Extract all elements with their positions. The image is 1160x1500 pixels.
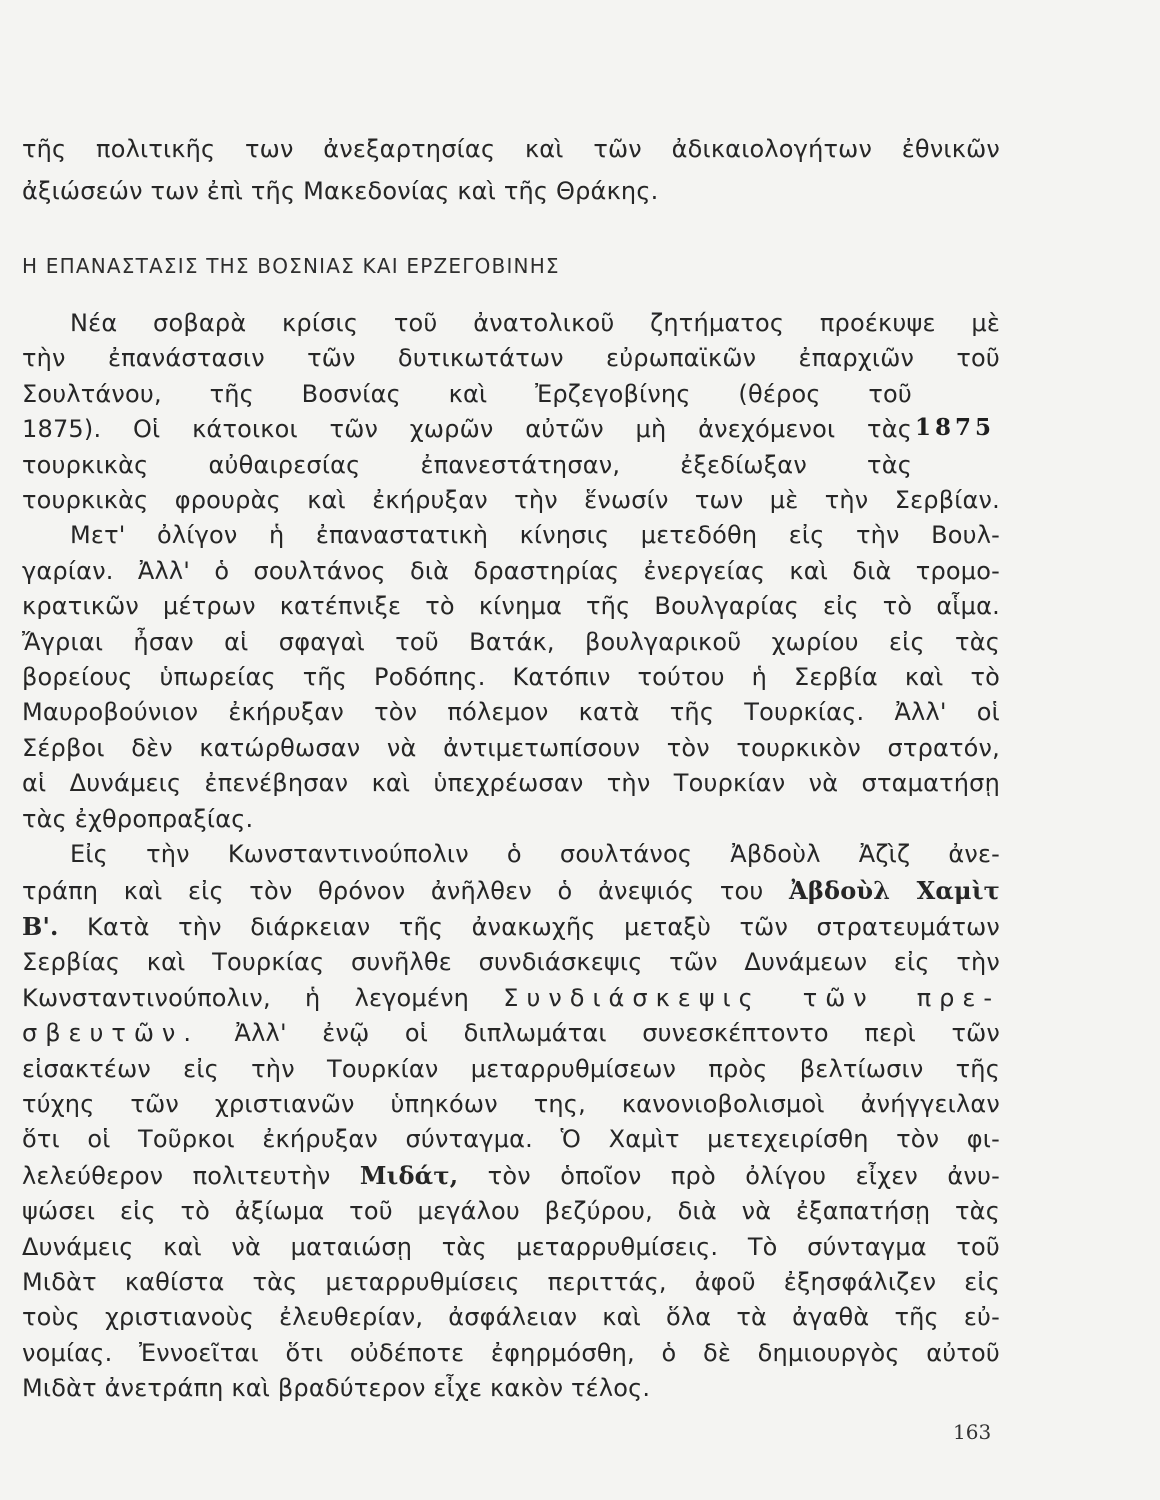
- text-line: [22, 1016, 1000, 1051]
- intro-paragraph: [22, 128, 1000, 212]
- section-body: [22, 306, 1000, 1407]
- text-line: Μετ' ὀλίγον ἡ ἐπαναστατικὴ κίνησις μετεδόθη εἰς τὴν Βουλ-: [70, 521, 1000, 550]
- text-line: τουρκικὰς αὐθαιρεσίας ἐπανεστάτησαν, ἐξεδίωξαν τὰς: [22, 450, 912, 479]
- text-line: ἀξιώσεών των ἐπὶ τῆς Μακεδονίας καὶ τῆς Θράκης.: [22, 177, 659, 205]
- margin-year-note: 1875: [915, 414, 996, 441]
- text-line: Μιδὰτ ἀνετράπη καὶ βραδύτερον εἶχε κακὸν τέλος.: [22, 1374, 651, 1403]
- page-number: 163: [953, 1420, 992, 1444]
- text-line: αἱ Δυνάμεις ἐπενέβησαν καὶ ὑπεχρέωσαν τὴν Τουρκίαν νὰ σταματήσῃ: [22, 769, 1000, 798]
- text-line: Δυνάμεις καὶ νὰ ματαιώσῃ τὰς μεταρρυθμίσεις. Τὸ σύνταγμα τοῦ: [22, 1232, 1000, 1261]
- text-run: τράπη καὶ εἰς τὸν θρόνον ἀνῆλθεν ὁ ἀνεψιός του: [22, 876, 790, 905]
- text-line: ὅτι οἱ Τοῦρκοι ἐκήρυξαν σύνταγμα. Ὁ Χαμὶτ μετεχειρίσθη τὸν φι-: [22, 1125, 1000, 1154]
- spaced-term: σβευτῶν.: [22, 1019, 199, 1048]
- text-line: νομίας. Ἐννοεῖται ὅτι οὐδέποτε ἐφηρμόσθη, ὁ δὲ δημιουργὸς αὐτοῦ: [22, 1338, 1000, 1367]
- text-line: κρατικῶν μέτρων κατέπνιξε τὸ κίνημα τῆς Βουλγαρίας εἰς τὸ αἷμα.: [22, 592, 1000, 621]
- section-heading: Η ΕΠΑΝΑΣΤΑΣΙΣ ΤΗΣ ΒΟΣΝΙΑΣ ΚΑΙ ΕΡΖΕΓΟΒΙΝΗΣ: [22, 254, 560, 278]
- text-line: Ἄγριαι ἦσαν αἱ σφαγαὶ τοῦ Βατάκ, βουλγαρικοῦ χωρίου εἰς τὰς: [22, 627, 1000, 656]
- spaced-term: Συνδιάσκεψις τῶν πρε-: [503, 983, 1001, 1012]
- text-run: Κατὰ τὴν διάρκειαν τῆς ἀνακωχῆς μεταξὺ τῶν στρατευμάτων: [58, 912, 1000, 941]
- text-line: [22, 1158, 1000, 1194]
- text-line: τῆς πολιτικῆς των ἀνεξαρτησίας καὶ τῶν ἀδικαιολογήτων ἐθνικῶν: [22, 135, 1000, 163]
- text-line: τουρκικὰς φρουρὰς καὶ ἐκήρυξαν τὴν ἕνωσίν των μὲ τὴν Σερβίαν.: [22, 486, 1000, 515]
- text-line: [22, 981, 1000, 1016]
- text-run: Ἀλλ' ἐνῷ οἱ διπλωμάται συνεσκέπτοντο περὶ τῶν: [198, 1019, 1000, 1048]
- text-line: εἰσακτέων εἰς τὴν Τουρκίαν μεταρρυθμίσεων πρὸς βελτίωσιν τῆς: [22, 1054, 1000, 1083]
- text-line: Σουλτάνου, τῆς Βοσνίας καὶ Ἐρζεγοβίνης (θέρος τοῦ: [22, 379, 912, 408]
- text-line: τοὺς χριστιανοὺς ἐλευθερίαν, ἀσφάλειαν καὶ ὅλα τὰ ἀγαθὰ τῆς εὐ-: [22, 1303, 1000, 1332]
- text-line: τύχης τῶν χριστιανῶν ὑπηκόων της, κανονιοβολισμοὶ ἀνήγγειλαν: [22, 1089, 1000, 1118]
- text-line: Εἰς τὴν Κωνσταντινούπολιν ὁ σουλτάνος Ἀβδοὺλ Ἀζὶζ ἀνε-: [70, 840, 1000, 869]
- text-line: γαρίαν. Ἀλλ' ὁ σουλτάνος διὰ δραστηρίας ἐνεργείας καὶ διὰ τρομο-: [22, 556, 1000, 585]
- text-run: τὸν ὁποῖον πρὸ ὀλίγου εἶχεν ἀνυ-: [458, 1161, 1000, 1190]
- bold-name-abdul-hamid: Ἀβδοὺλ Χαμὶτ: [789, 875, 1000, 905]
- text-line: [22, 873, 1000, 909]
- text-line: τὰς ἐχθροπραξίας.: [22, 804, 254, 833]
- text-line: ψώσει εἰς τὸ ἀξίωμα τοῦ μεγάλου βεζύρου, διὰ νὰ ἐξαπατήσῃ τὰς: [22, 1197, 1000, 1226]
- text-line: Σέρβοι δὲν κατώρθωσαν νὰ ἀντιμετωπίσουν τὸν τουρκικὸν στρατόν,: [22, 733, 1000, 762]
- text-line: Σερβίας καὶ Τουρκίας συνῆλθε συνδιάσκεψις τῶν Δυνάμεων εἰς τὴν: [22, 948, 1000, 977]
- text-line: Νέα σοβαρὰ κρίσις τοῦ ἀνατολικοῦ ζητήματος προέκυψε μὲ: [70, 309, 1000, 337]
- text-run: Κωνσταντινούπολιν, ἡ λεγομένη: [22, 983, 504, 1012]
- text-line: Μιδὰτ καθίστα τὰς μεταρρυθμίσεις περιττάς, ἀφοῦ ἐξησφάλιζεν εἰς: [22, 1267, 1000, 1296]
- text-line: 1875). Οἱ κάτοικοι τῶν χωρῶν αὐτῶν μὴ ἀνεχόμενοι τὰς: [22, 415, 912, 444]
- bold-name-midhat: Μιδάτ,: [359, 1160, 459, 1190]
- bold-name-suffix: Β'.: [22, 911, 59, 941]
- text-line: βορείους ὑπωρείας τῆς Ροδόπης. Κατόπιν τούτου ἡ Σερβία καὶ τὸ: [22, 663, 1000, 692]
- text-line: Μαυροβούνιον ἐκήρυξαν τὸν πόλεμον κατὰ τῆς Τουρκίας. Ἀλλ' οἱ: [22, 698, 1000, 727]
- text-line: τὴν ἐπανάστασιν τῶν δυτικωτάτων εὐρωπαϊκῶν ἐπαρχιῶν τοῦ: [22, 344, 1000, 373]
- text-run: λελεύθερον πολιτευτὴν: [22, 1161, 360, 1190]
- text-line: [22, 909, 1000, 945]
